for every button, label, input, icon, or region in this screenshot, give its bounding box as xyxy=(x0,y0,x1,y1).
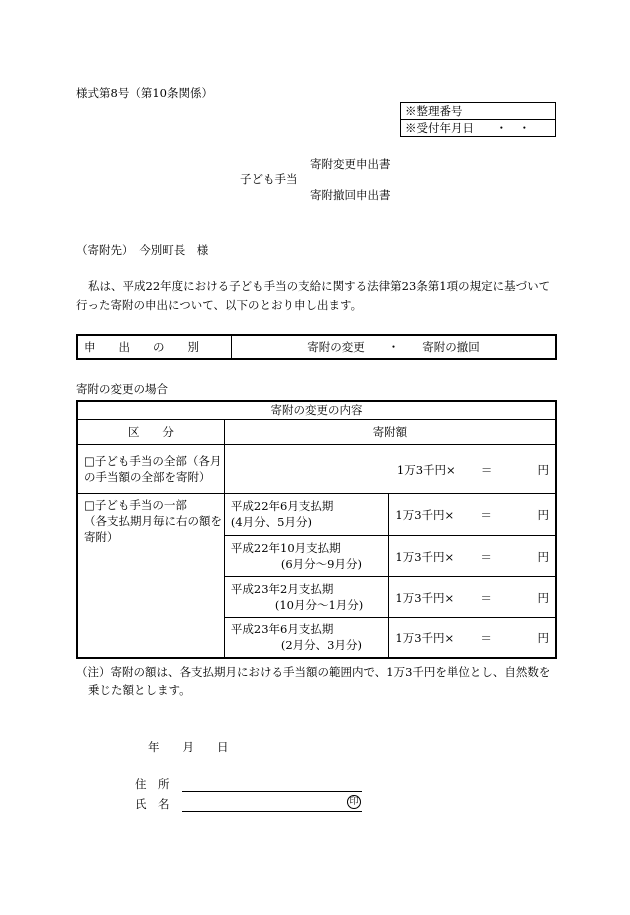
uketsuke-date-label: ※受付年月日 xyxy=(405,121,474,135)
period-3-line2: (10月分～1月分) xyxy=(274,597,364,612)
title-withdraw: 寄附撤回申出書 xyxy=(310,188,391,202)
row-all-label xyxy=(77,444,224,493)
body-text-line2: 行った寄附の申出について、以下のとおり申し出ます。 xyxy=(76,298,363,312)
period-4-amount: 1万3千円× xyxy=(395,631,455,646)
row-all-label-1: □子ども手当の全部（各月 xyxy=(84,453,222,468)
period-1-amount-cell xyxy=(389,493,556,535)
period-3-amount-cell xyxy=(389,576,556,617)
period-4-equals: ＝ xyxy=(480,631,492,646)
kind-value: 寄附の変更 ・ 寄附の撤回 xyxy=(232,335,557,359)
period-1-line2: (4月分、5月分) xyxy=(230,515,312,529)
row-all-yen: 円 xyxy=(537,462,549,477)
period-cell-1 xyxy=(224,493,389,535)
note-line1: （注）寄附の額は、各支払期月における手当額の範囲内で、1万3千円を単位とし、自然数を xyxy=(76,665,551,679)
row-part-label-1: □子ども手当の一部 xyxy=(84,497,187,512)
uketsuke-date-cell xyxy=(401,120,556,137)
period-cell-4 xyxy=(224,617,389,658)
period-3-amount: 1万3千円× xyxy=(395,590,455,605)
period-4-amount-cell xyxy=(389,617,556,658)
col-amount: 寄附額 xyxy=(224,419,556,444)
period-4-yen: 円 xyxy=(537,631,549,646)
period-4-line1: 平成23年6月支払期 xyxy=(230,622,334,637)
seal-icon: 印 xyxy=(347,795,361,809)
title-change: 寄附変更申出書 xyxy=(310,157,391,171)
period-2-line2: (6月分～9月分) xyxy=(280,556,362,571)
name-label: 氏 名 xyxy=(135,797,170,811)
kind-table xyxy=(76,334,557,360)
address-underline[interactable] xyxy=(182,791,362,792)
title-kodomo-teate: 子ども手当 xyxy=(240,172,298,186)
row-part-label-3: 寄附） xyxy=(84,529,119,544)
addressee: （寄附先） 今別町長 様 xyxy=(76,243,209,257)
row-all-equals: ＝ xyxy=(480,462,493,477)
period-4-line2: (2月分、3月分) xyxy=(280,638,362,653)
body-text-line1: 私は、平成22年度における子ども手当の支給に関する法律第23条第1項の規定に基づいて xyxy=(88,279,551,293)
row-all-label-2: の手当額の全部を寄附） xyxy=(84,469,211,484)
period-3-yen: 円 xyxy=(537,590,549,605)
change-table-header: 寄附の変更の内容 xyxy=(77,401,556,419)
period-1-equals: ＝ xyxy=(480,508,492,522)
address-label: 住 所 xyxy=(135,777,170,791)
period-1-line1: 平成22年6月支払期 xyxy=(230,499,334,513)
kind-label: 申 出 の 別 xyxy=(77,335,232,359)
period-1-yen: 円 xyxy=(537,508,549,522)
row-all-amount-cell xyxy=(224,444,556,493)
period-cell-3 xyxy=(224,576,389,617)
period-cell-2 xyxy=(224,535,389,576)
row-all-amount: 1万3千円× xyxy=(396,462,456,477)
col-kubun: 区 分 xyxy=(77,419,224,444)
change-section-title: 寄附の変更の場合 xyxy=(76,382,168,396)
period-3-line1: 平成23年2月支払期 xyxy=(230,581,334,596)
date-line: 年 月 日 xyxy=(148,740,229,754)
period-2-amount-cell xyxy=(389,535,556,576)
seiri-number-label: ※整理番号 xyxy=(401,103,556,120)
period-1-amount: 1万3千円× xyxy=(395,508,455,522)
change-table xyxy=(76,400,557,659)
name-underline[interactable] xyxy=(182,811,362,812)
period-2-amount: 1万3千円× xyxy=(395,549,455,564)
period-3-equals: ＝ xyxy=(480,590,492,605)
period-2-equals: ＝ xyxy=(480,549,492,564)
row-part-label-2: （各支払期月毎に右の額を xyxy=(84,513,222,528)
period-2-line1: 平成22年10月支払期 xyxy=(230,540,341,555)
uketsuke-date-dots: ・ ・ xyxy=(495,121,531,135)
office-use-box xyxy=(400,102,556,137)
period-2-yen: 円 xyxy=(537,549,549,564)
form-number: 様式第8号（第10条関係） xyxy=(76,86,213,100)
row-part-label xyxy=(77,493,224,658)
note-line2: 乗じた額とします。 xyxy=(88,683,191,697)
